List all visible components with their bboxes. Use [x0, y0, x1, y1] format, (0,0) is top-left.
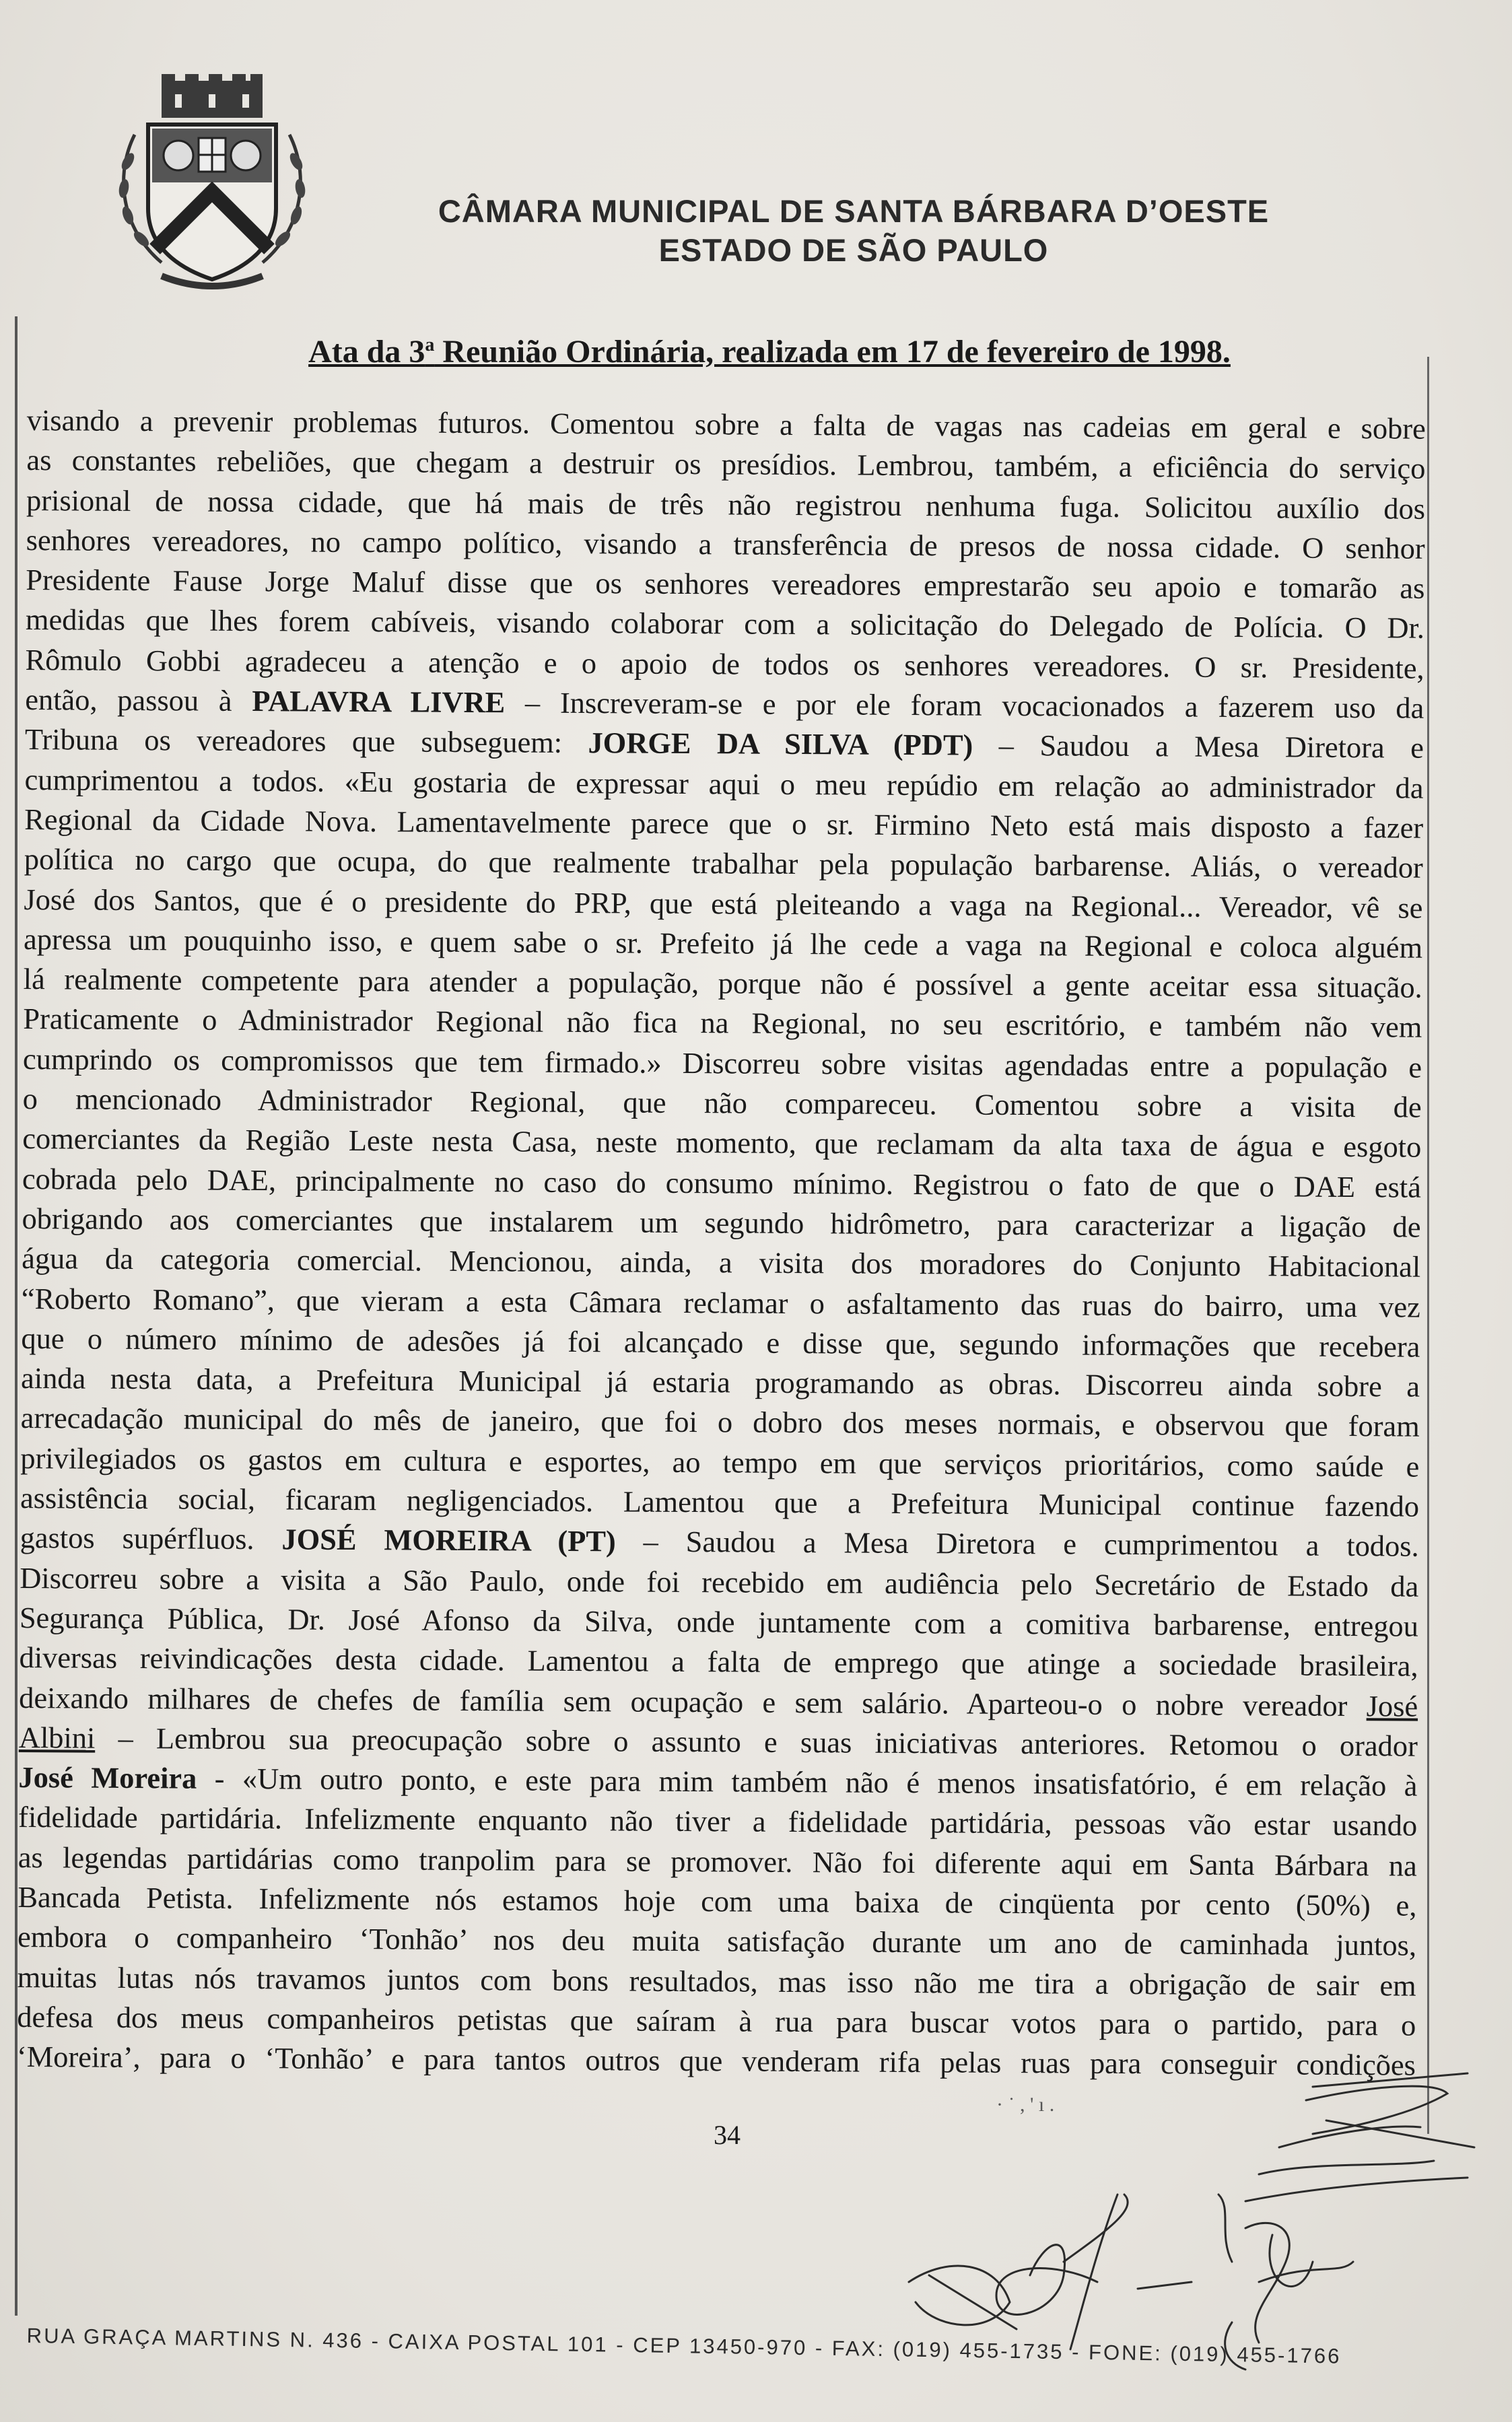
text-segment: Presidente Fause Jorge Maluf disse que os senhores vereadores emprestarão seu apoio e tomarão as	[26, 563, 1425, 605]
footer-address: RUA GRAÇA MARTINS N. 436 - CAIXA POSTAL 101 - CEP 13450-970 - FAX: (019) 455-1735 - FONE: (019) 455-1766	[26, 2324, 1342, 2368]
text-segment: água da categoria comercial. Mencionou, ainda, a visita dos moradores do Conjunto Habitacional	[22, 1241, 1421, 1284]
text-segment: – Inscreveram-se e por ele foram vocacionados a fazerem uso da	[505, 685, 1424, 725]
text-segment: então, passou à	[25, 683, 252, 718]
text-segment: deixando milhares de chefes de família sem ocupação e sem salário. Aparteou-o o nobre vereador	[19, 1680, 1367, 1723]
text-segment: – Lembrou sua preocupação sobre o assunto e suas iniciativas anteriores. Retomou o orador	[95, 1721, 1418, 1763]
text-segment: assistência social, ficaram negligenciados. Lamentou que a Prefeitura Municipal continue fazendo	[20, 1480, 1420, 1523]
text-segment: PALAVRA LIVRE	[252, 684, 506, 720]
text-segment: cumprimentou a todos. «Eu gostaria de expressar aqui o meu repúdio em relação ao administrador da	[24, 762, 1424, 805]
text-segment: privilegiados os gastos em cultura e esportes, ao tempo em que serviços prioritários, como saúde e	[20, 1441, 1420, 1484]
text-segment: “Roberto Romano”, que vieram a esta Câmara reclamar o asfaltamento das ruas do bairro, uma vez	[21, 1281, 1420, 1324]
text-segment: gastos supérfluos.	[20, 1521, 282, 1556]
text-segment: comerciantes da Região Leste nesta Casa, neste momento, que reclamam da alta taxa de água e esgoto	[22, 1121, 1422, 1165]
text-segment: cumprindo os compromissos que tem firmado.» Discorreu sobre visitas agendadas entre a população e	[22, 1041, 1422, 1084]
text-segment: Bancada Petista. Infelizmente nós estamos hoje com uma baixa de cinqüenta por cento (50%) e,	[18, 1879, 1417, 1923]
text-segment: Albini	[18, 1720, 96, 1755]
institution-name: CÂMARA MUNICIPAL DE SANTA BÁRBARA D’OESTE	[438, 193, 1270, 229]
text-segment: visando a prevenir problemas futuros. Comentou sobre a falta de vagas nas cadeias em geral e sobre	[26, 403, 1426, 446]
text-segment: JOSÉ MOREIRA (PT)	[281, 1522, 616, 1558]
minutes-body	[17, 401, 1426, 2085]
text-segment: política no cargo que ocupa, do que realmente trabalhar pela população barbarense. Aliás, o vereador	[24, 842, 1423, 885]
text-segment: ainda nesta data, a Prefeitura Municipal já estaria programando as obras. Discorreu ainda sobre a	[20, 1361, 1420, 1404]
text-segment: lá realmente competente para atender a população, porque não é possível a gente aceitar essa situação.	[23, 962, 1422, 1004]
ata-title-ordinal: a	[425, 335, 435, 355]
text-segment: obrigando aos comerciantes que instalarem um segundo hidrômetro, para caracterizar a ligação de	[22, 1201, 1421, 1244]
text-segment: José Moreira	[18, 1760, 197, 1795]
text-segment: fidelidade partidária. Infelizmente enquanto não tiver a fidelidade partidária, pessoas vão estar usando	[18, 1800, 1418, 1843]
text-segment: – Saudou a Mesa Diretora e	[973, 728, 1424, 765]
text-segment: ‘Moreira’, para o ‘Tonhão’ e para tantos outros que venderam rifa pelas ruas para conseguir condições	[16, 2040, 1416, 2082]
text-segment: cobrada pelo DAE, principalmente no caso do consumo mínimo. Registrou o fato de que o DAE está	[22, 1161, 1422, 1204]
text-segment: senhores vereadores, no campo político, visando a transferência de presos de nossa cidade. O senhor	[26, 522, 1425, 565]
text-segment: muitas lutas nós travamos juntos com bons resultados, mas isso não me tira a obrigação de sair em	[17, 1960, 1416, 2003]
text-segment: - «Um outro ponto, e este para mim também não é menos insatisfatório, é em relação à	[197, 1761, 1418, 1803]
text-segment: Rômulo Gobbi agradeceu a atenção e o apoio de todos os senhores vereadores. O sr. Presidente,	[25, 642, 1424, 685]
text-segment: as legendas partidárias como tranpolim para se promover. Não foi diferente aqui em Santa Bárbara na	[18, 1840, 1417, 1883]
ink-specks: · ˙ , ' ı .	[996, 2094, 1055, 2116]
page-number: 34	[714, 2120, 741, 2150]
right-margin-rule	[1427, 357, 1429, 2134]
ata-title-prefix: Ata da 3	[308, 334, 425, 370]
text-segment: José	[1366, 1688, 1418, 1723]
text-segment: que o número mínimo de adesões já foi alcançado e disse que, segundo informações que recebera	[21, 1321, 1420, 1364]
text-segment: diversas reivindicações desta cidade. Lamentou a falta de emprego que atinge a sociedade brasileira,	[19, 1640, 1418, 1683]
text-segment: Praticamente o Administrador Regional não fica na Regional, no seu escritório, e também não vem	[23, 1002, 1422, 1045]
text-segment: Tribuna os vereadores que subseguem:	[24, 722, 588, 760]
text-segment: Segurança Pública, Dr. José Afonso da Silva, onde juntamente com a comitiva barbarense, entregou	[19, 1600, 1419, 1643]
ata-title-rest: Reunião Ordinária, realizada em 17 de fevereiro de 1998.	[434, 334, 1231, 370]
text-segment: Discorreu sobre a visita a São Paulo, onde foi recebido em audiência pelo Secretário de Estado da	[20, 1560, 1419, 1603]
text-segment: – Saudou a Mesa Diretora e cumprimentou a todos.	[615, 1524, 1419, 1563]
text-segment: o mencionado Administrador Regional, que não compareceu. Comentou sobre a visita de	[22, 1082, 1422, 1124]
text-segment: apressa um pouquinho isso, e quem sabe o sr. Prefeito já lhe cede a vaga na Regional e coloca alguém	[23, 922, 1423, 965]
text-segment: arrecadação municipal do mês de janeiro, que foi o dobro dos meses normais, e observou que foram	[20, 1401, 1420, 1444]
text-segment: embora o companheiro ‘Tonhão’ nos deu muita satisfação durante um ano de caminhada juntos,	[17, 1920, 1417, 1962]
text-segment: defesa dos meus companheiros petistas que saíram à rua para buscar votos para o partido, para o	[17, 1999, 1416, 2042]
handwritten-signatures-icon	[841, 2060, 1481, 2376]
text-segment: medidas que lhes forem cabíveis, visando colaborar com a solicitação do Delegado de Polícia. O Dr.	[25, 602, 1425, 646]
text-segment: José dos Santos, que é o presidente do PRP, que está pleiteando a vaga na Regional... Vereador, vê se	[24, 882, 1423, 925]
text-segment: prisional de nossa cidade, que há mais de três não registrou nenhuma fuga. Solicitou auxílio dos	[26, 483, 1426, 526]
text-segment: JORGE DA SILVA (PDT)	[588, 726, 973, 762]
ata-title	[0, 333, 1512, 370]
text-segment: as constantes rebeliões, que chegam a destruir os presídios. Lembrou, também, a eficiência do serviço	[26, 443, 1426, 485]
state-name: ESTADO DE SÃO PAULO	[658, 232, 1049, 268]
header	[0, 192, 1512, 270]
text-segment: Regional da Cidade Nova. Lamentavelmente parece que o sr. Firmino Neto está mais disposto a fazer	[24, 802, 1424, 845]
